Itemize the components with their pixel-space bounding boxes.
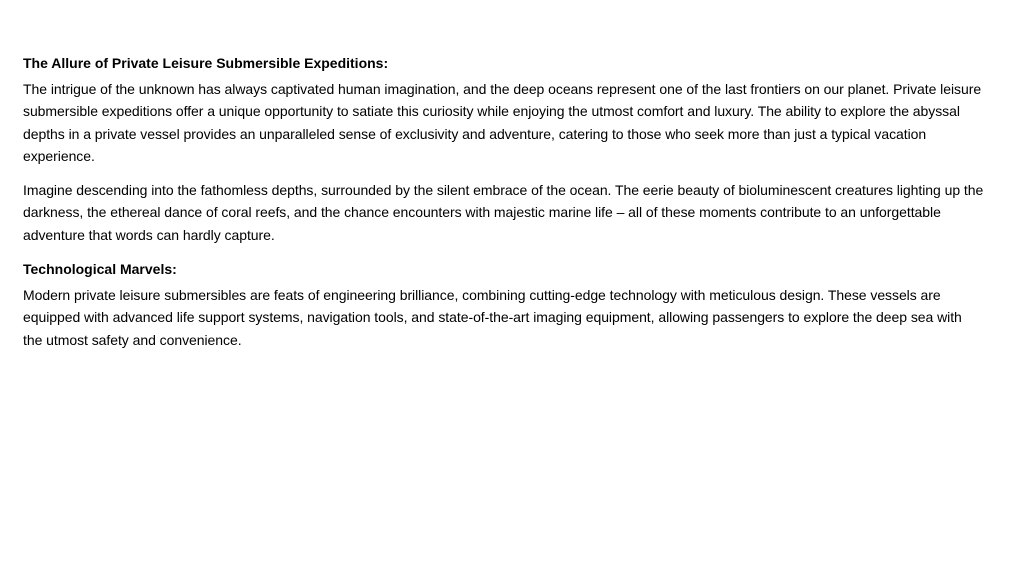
- section-heading-allure: The Allure of Private Leisure Submersible Expeditions:: [23, 55, 389, 71]
- paragraph-modern-submersibles: Modern private leisure submersibles are feats of engineering brilliance, combining cutting-edge technology with meticulous design. These vessels are equipped with advanced life support systems, navigation tools, and state-of-the-art imaging equipment, allowing passengers to explore the deep sea with the utmost safety and convenience.: [23, 287, 962, 348]
- paragraph-imagine: Imagine descending into the fathomless depths, surrounded by the silent embrace of the ocean. The eerie beauty of bioluminescent creatures lighting up the darkness, the ethereal dance of coral reefs, and the chance encounters with majestic marine life – all of these moments contribute to an unforgettable adventure that words can hardly capture.: [23, 182, 984, 243]
- paragraph-intrigue: The intrigue of the unknown has always captivated human imagination, and the deep oceans represent one of the last frontiers on our planet. Private leisure submersible expeditions offer a unique opportunity to satiate this curiosity while enjoying the utmost comfort and luxury. The ability to explore the abyssal depths in a private vessel provides an unparalleled sense of exclusivity and adventure, catering to those who seek more than just a typical vacation experience.: [23, 81, 982, 164]
- section-heading-technological-marvels: Technological Marvels:: [23, 261, 177, 278]
